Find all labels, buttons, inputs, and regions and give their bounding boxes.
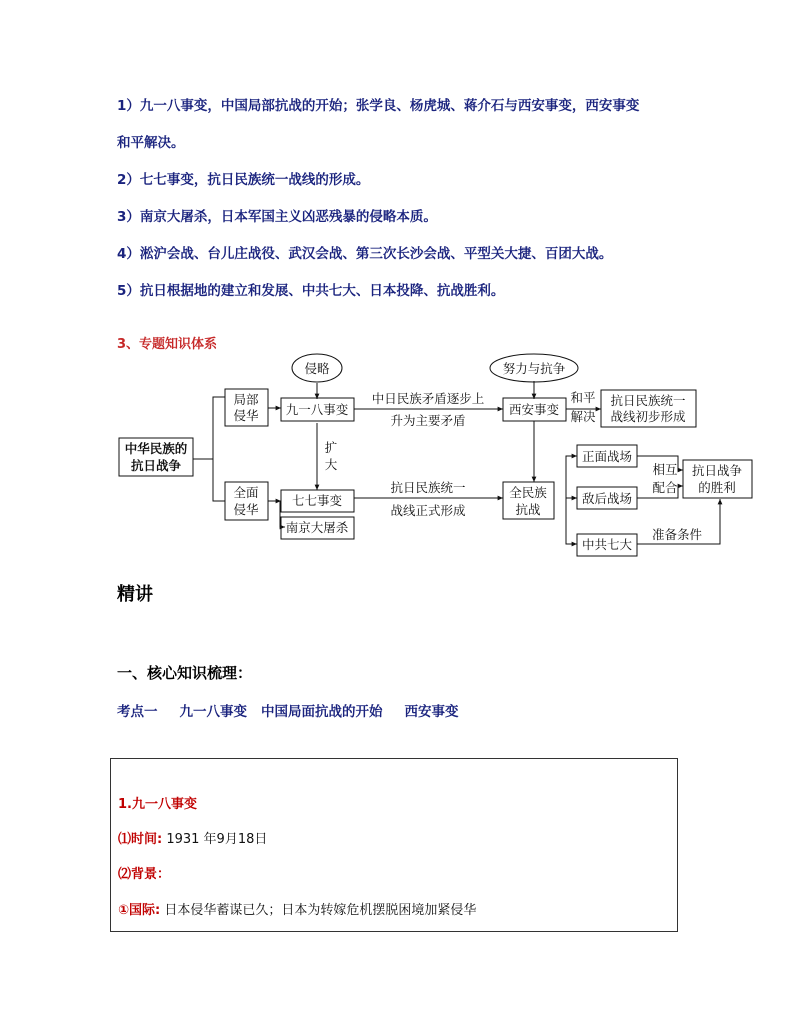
contradiction-line-2: 升为主要矛盾 (390, 413, 466, 428)
full-line-1: 全面 (233, 485, 259, 500)
knowledge-system-heading: 3、专题知识体系 (117, 337, 218, 352)
section-title: 一、核心知识梳理： (117, 664, 253, 682)
expand-line-1: 扩 (324, 440, 338, 455)
kaodian-topic-2: 中国局面抗战的开始 (261, 704, 383, 720)
cooperate-line-1: 相互 (652, 462, 678, 477)
nanjing-node: 南京大屠杀 (285, 520, 349, 535)
time-value: 1931 年9月18日 (162, 832, 268, 847)
invasion-label: 侵略 (304, 361, 330, 376)
prepare-label: 准备条件 (651, 527, 703, 542)
seventh-congress-node: 中共七大 (581, 537, 633, 552)
box-title: 1.九一八事变 (118, 797, 197, 812)
peaceful-line-1: 和平 (570, 390, 596, 405)
jingjiang-heading: 精讲 (117, 584, 153, 605)
formal-front-line-1: 抗日民族统一 (390, 480, 466, 495)
intro-line-3: 3）南京大屠杀，日本军国主义凶恶残暴的侵略本质。 (117, 209, 437, 225)
formal-front-line-2: 战线正式形成 (390, 503, 466, 518)
full-line-2: 侵华 (233, 502, 259, 517)
total-resistance-line-1: 全民族 (509, 485, 547, 500)
victory-line-2: 的胜利 (698, 480, 736, 495)
xian-node: 西安事变 (508, 402, 560, 417)
intl-line (118, 899, 476, 918)
intro-line-1: 1）九一八事变，中国局部抗战的开始；张学良、杨虎城、蒋介石与西安事变，西安事变 (117, 98, 640, 114)
peaceful-line-2: 解决 (570, 409, 596, 424)
expand-line-2: 大 (324, 457, 338, 472)
cooperate-line-2: 配合 (652, 480, 678, 495)
victory-line-1: 抗日战争 (691, 463, 743, 478)
sept18-node: 九一八事变 (285, 402, 349, 417)
rear-battle-node: 敌后战场 (581, 491, 633, 506)
intro-line-4: 4）淞沪会战、台儿庄战役、武汉会战、第三次长沙会战、平型关大捷、百团大战。 (117, 246, 613, 262)
initial-front-line-1: 抗日民族统一 (610, 393, 686, 408)
content-box (110, 758, 678, 932)
root-line-1: 中华民族的 (124, 441, 188, 456)
intro-line-2: 2）七七事变，抗日民族统一战线的形成。 (117, 172, 370, 188)
background-label: ⑵背景： (118, 867, 171, 882)
effort-label: 努力与抗争 (502, 361, 566, 376)
time-line (118, 828, 267, 847)
kaodian-label: 考点一 (117, 704, 158, 720)
july7-node: 七七事变 (291, 493, 343, 508)
partial-line-1: 局部 (233, 392, 259, 407)
intro-line-5: 5）抗日根据地的建立和发展、中共七大、日本投降、抗战胜利。 (117, 283, 505, 299)
front-battle-node: 正面战场 (581, 449, 633, 464)
intro-line-1-cont: 和平解决。 (117, 135, 185, 151)
time-label: ⑴时间: (118, 832, 163, 847)
kaodian-topic-1: 九一八事变 (179, 704, 247, 720)
intl-label: ①国际: (118, 903, 161, 918)
contradiction-line-1: 中日民族矛盾逐步上 (371, 391, 485, 406)
intl-value: 日本侵华蓄谋已久；日本为转嫁危机摆脱困境加紧侵华 (160, 903, 477, 918)
kaodian-topic-3: 西安事变 (404, 704, 459, 720)
initial-front-line-2: 战线初步形成 (610, 409, 686, 424)
root-line-2: 抗日战争 (130, 458, 182, 473)
connector-root-partial (193, 397, 225, 459)
kaodian-line (117, 700, 481, 720)
total-resistance-line-2: 抗战 (515, 502, 541, 517)
partial-line-2: 侵华 (233, 408, 259, 423)
